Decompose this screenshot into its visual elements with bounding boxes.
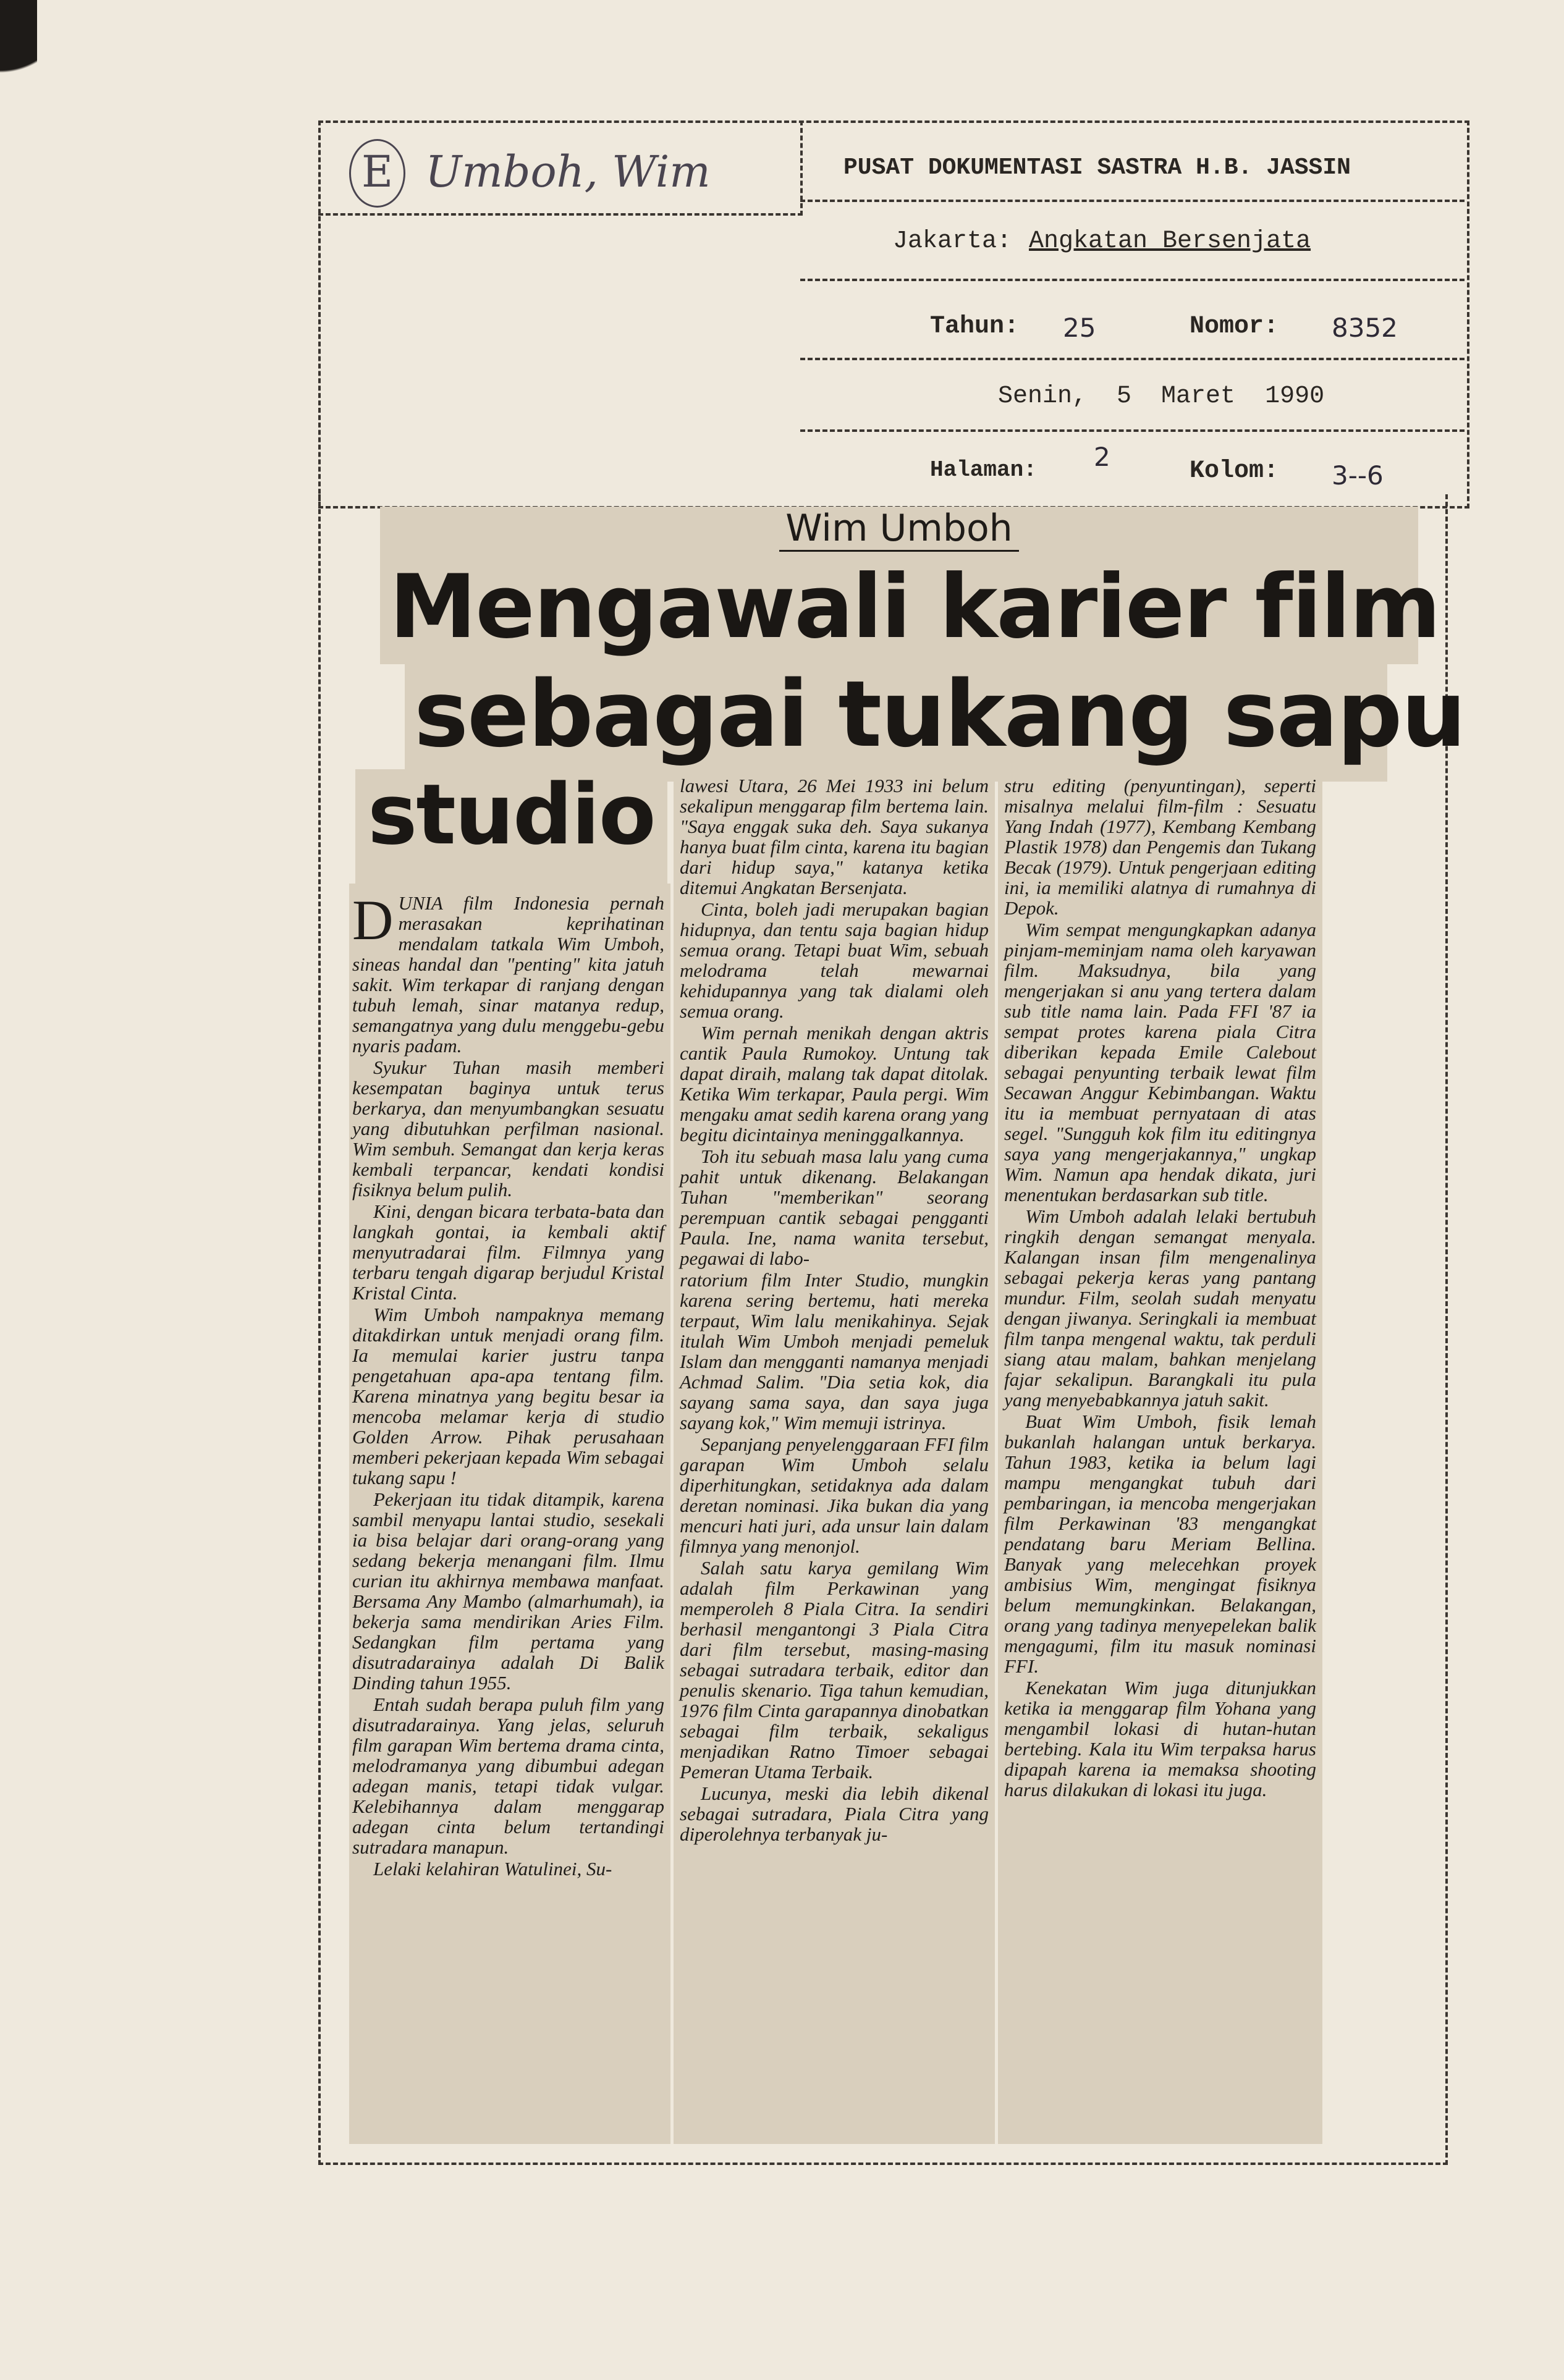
paragraph: lawesi Utara, 26 Mei 1933 ini belum sekalipun menggarap film bertema lain. "Saya enggak suka deh. Saya sukanya hanya buat film cinta, karena itu bagian dari hidup saya," katanya ketika ditemui Angkatan Bersenjata.: [680, 775, 989, 898]
paragraph: Syukur Tuhan masih memberi kesempatan baginya untuk terus berkarya, dan menyumbangkan sesuatu yang dibutuhkan perfilman nasional. Wim sembuh. Semangat dan kerja keras kembali terpancar, kendati kondisi fisiknya belum pulih.: [352, 1057, 664, 1201]
year-label: Tahun:: [930, 313, 1020, 340]
paragraph: Wim Umboh adalah lelaki bertubuh ringkih dengan semangat menyala. Kalangan insan film mengenalinya sebagai pekerja keras yang pantang mundur. Film, seolah sudah menyatu dengan jiwanya. Seringkali ia membuat film tanpa mengenal waktu, tak perduli siang atau malam, bahkan menjelang fajar sekalipun. Barangkali itu pula yang menyebabkannya jatuh sakit.: [1004, 1205, 1316, 1411]
city-label: Jakarta:: [893, 227, 1012, 255]
year-value: 25: [1063, 313, 1096, 343]
handwritten-label: [349, 139, 711, 208]
paragraph: Lelaki kelahiran Watulinei, Su-: [373, 1858, 612, 1880]
paragraph: stru editing (penyuntingan), seperti misalnya melalui film-film : Sesuatu Yang Indah (1977), Kembang Kembang Plastik 1978) dan Pengemis dan Tukang Becak (1979). Untuk pengerjaan editing ini, ia memiliki alatnya di rumahnya di Depok.: [1004, 775, 1316, 919]
page-label: Halaman:: [930, 457, 1037, 483]
headline-line-2: sebagai tukang sapu: [414, 661, 1465, 767]
paragraph-1: [352, 888, 664, 1057]
headline-line-3: studio: [368, 766, 655, 863]
kicker-text: Wim Umboh: [779, 507, 1018, 552]
paragraph: Wim pernah menikah dengan aktris cantik Paula Rumokoy. Untung tak dapat diraih, malang tak dapat ditolak. Ketika Wim terkapar, Paula pergi. Wim mengaku amat sedih karena orang yang begitu dicintainya meninggalkannya.: [680, 1022, 989, 1146]
article-column-2: [680, 775, 989, 1846]
article-column-3: [1004, 775, 1316, 1801]
paragraph: ratorium film Inter Studio, mungkin karena sering bertemu, hati mereka terpaut, Wim lalu menikahinya. Sejak itulah Wim Umboh menjadi pemeluk Islam dan mengganti namanya menjadi Achmad Salim. "Dia setia kok, dia sayang sama saya, dan saya juga sayang kok," Wim memuji istrinya.: [680, 1269, 989, 1433]
stamp-row-issue: [800, 279, 1465, 360]
paragraph: Wim sempat mengungkapkan adanya pinjam-meminjam nama oleh karyawan film. Maksudnya, bila yang mengerjakan si anu yang tertera dalam sub title nama lain. Pada FFI '87 ia sempat protes karena piala Citra diberikan kepada Emile Calebout sebagai penyunting terbaik lewat film Secawan Anggur Kebimbangan. Waktu itu ia membuat pernyataan di atas segel. "Sungguh kok film itu editingnya saya yang mengerjakannya," ungkap Wim. Namun apa hendak dikata, juri menentukan berdasarkan sub title.: [1004, 919, 1316, 1205]
column-label: Kolom:: [1190, 457, 1279, 485]
paragraph: Buat Wim Umboh, fisik lemah bukanlah halangan untuk berkarya. Tahun 1983, ketika ia belum lagi mampu mengangkat tubuh dari pembaringan, ia mencoba mengerjakan film Perkawinan '83 mengangkat pendatang baru Meriam Bellina. Banyak yang melecehkan proyek ambisius Wim, mengingat fisiknya belum memungkinkan. Belakangan, orang yang tadinya menyepelekan balik mengagumi, film itu masuk nominasi FFI.: [1004, 1411, 1316, 1677]
paragraph: Sepanjang penyelenggaraan FFI film garapan Wim Umboh selalu diperhitungkan, setidaknya ada dalam deretan nominasi. Jika bukan dia yang mencuri hati juri, ada unsur lain dalam filmnya yang menonjol.: [680, 1433, 989, 1557]
stamp-row-source: [800, 200, 1465, 281]
article-column-1: [352, 888, 664, 1880]
paragraph: Kenekatan Wim juga ditunjukkan ketika ia menggarap film Yohana yang mengambil lokasi di hutan-hutan bertebing. Kala itu Wim terpaksa harus dipapah karena ia memaksa shooting harus dilakukan di lokasi itu juga.: [1004, 1677, 1316, 1800]
handwritten-tag: E: [349, 139, 405, 208]
archive-name: PUSAT DOKUMENTASI SASTRA H.B. JASSIN: [843, 154, 1351, 181]
paragraph: Kini, dengan bicara terbata-bata dan langkah gontai, ia kembali aktif menyutradarai film. Filmnya yang terbaru tengah digarap berjudul Kristal Kristal Cinta.: [352, 1201, 664, 1304]
paragraph: Lucunya, meski dia lebih dikenal sebagai sutradara, Piala Citra yang diperolehnya terbanyak ju-: [680, 1783, 989, 1845]
stamp-row-archive: [800, 120, 1465, 202]
paragraph: Entah sudah berapa puluh film yang disutradarainya. Yang jelas, seluruh film garapan Wim bertema drama cinta, melodramanya yang dibumbui adegan adegan manis, tetapi tidak vulgar. Kelebihannya dalam menggarap adegan cinta belum tertandingi sutradara manapun.: [352, 1694, 664, 1858]
paragraph: Toh itu sebuah masa lalu yang cuma pahit untuk dikenang. Belakangan Tuhan "memberikan" seorang perempuan cantik sebagai pengganti Paula. Ine, nama wanita tersebut, pegawai di labo-: [680, 1146, 989, 1269]
paragraph: Salah satu karya gemilang Wim adalah film Perkawinan yang memperoleh 8 Piala Citra. Ia sendiri berhasil mengantongi 3 Piala Citra dari film tersebut, masing-masing sebagai sutradara terbaik, editor dan penulis skenario. Tiga tahun kemudian, 1976 film Cinta garapannya dinobatkan sebagai film terbaik, sekaligus menjadikan Ratno Timoer sebagai Pemeran Utama Terbaik.: [680, 1557, 989, 1783]
paragraph-1-text: UNIA film Indonesia pernah merasakan keprihatinan mendalam tatkala Wim Umboh, sineas handal dan "penting" kita jatuh sakit. Wim terkapar di ranjang dengan tubuh lemah, sinar matanya redup, semangatnya yang dulu menggebu-gebu nyaris padam.: [352, 892, 664, 1057]
page-value: 2: [1094, 442, 1110, 472]
headline-line-1: Mengawali karier film: [389, 556, 1440, 658]
number-value: 8352: [1332, 313, 1398, 343]
stamp-row-page: [800, 429, 1465, 501]
number-label: Nomor:: [1190, 313, 1279, 340]
issue-date: Senin, 5 Maret 1990: [998, 382, 1325, 410]
paragraph: Pekerjaan itu tidak ditampik, karena sambil menyapu lantai studio, sesekali ia bisa belajar dari orang-orang yang sedang bekerja menangani film. Ilmu curian itu akhirnya membawa manfaat. Bersama Any Mambo (almarhumah), ia bekerja sama mendirikan Aries Film. Sedangkan film pertama yang disutradarainya adalah Di Balik Dinding tahun 1955.: [352, 1488, 664, 1694]
paragraph: Wim Umboh nampaknya memang ditakdirkan untuk menjadi orang film. Ia memulai karier justru tanpa pengetahuan apa-apa tentang film. Karena minatnya yang begitu besar ia mencoba melamar kerja di studio Golden Arrow. Pihak perusahaan memberi pekerjaan kepada Wim sebagai tukang sapu !: [352, 1304, 664, 1488]
stamp-row-date: [800, 358, 1465, 432]
column-value: 3--6: [1332, 460, 1384, 491]
drop-cap: D: [352, 888, 394, 952]
page-edge-shadow: [0, 0, 37, 111]
newspaper-name: Angkatan Bersenjata: [1029, 227, 1311, 255]
paragraph: Cinta, boleh jadi merupakan bagian hidupnya, dan tentu saja bagian hidup semua orang. Tetapi buat Wim, sebuah melodrama telah mewarnai kehidupannya yang tak dialami oleh semua orang.: [680, 898, 989, 1022]
handwritten-name: Umboh, Wim: [425, 146, 711, 197]
archive-stamp: [800, 120, 1465, 504]
